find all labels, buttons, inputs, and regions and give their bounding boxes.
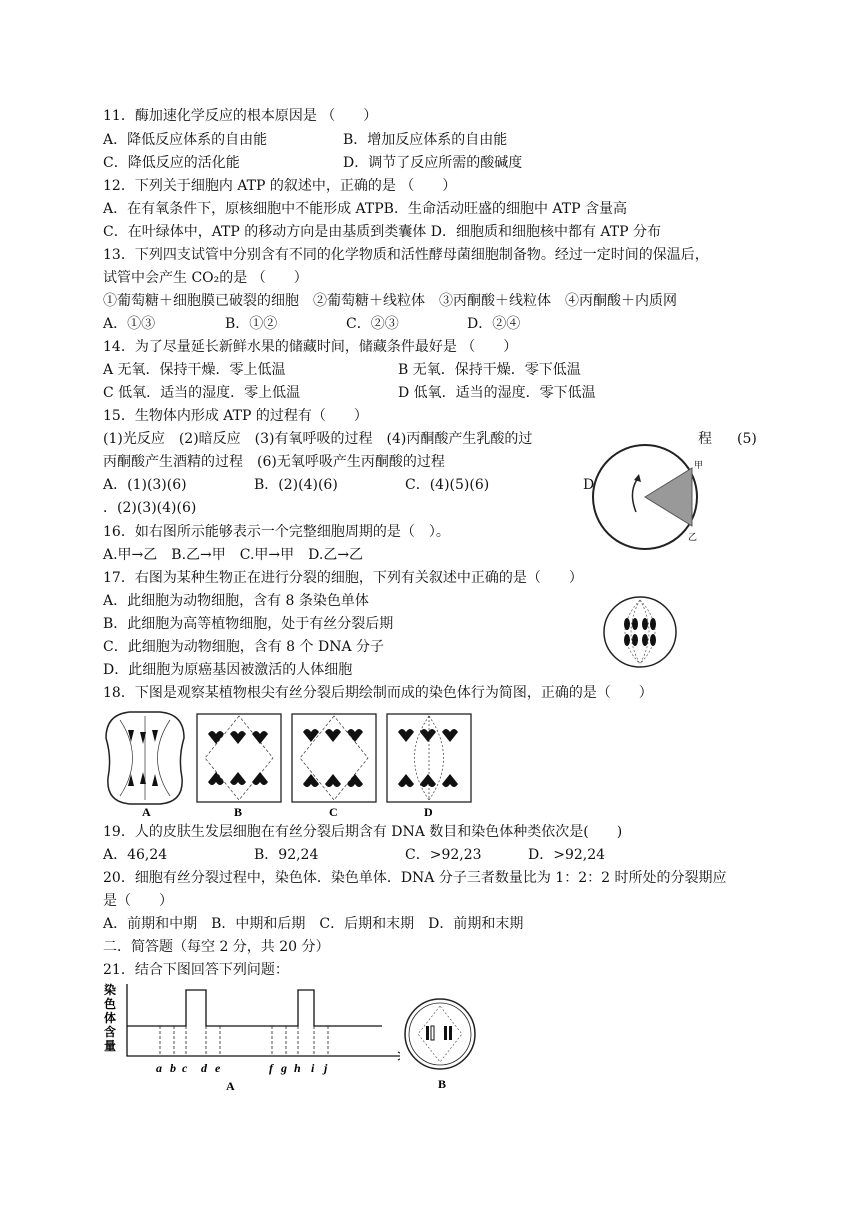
q19-option-c: C．>92,23 [405, 847, 482, 863]
section2-title: 二．简答题（每空 2 分，共 20 分） [103, 939, 330, 955]
svg-text:f: f [269, 1061, 273, 1075]
q14-option-a: A 无氧．保持干燥．零上低温 [103, 362, 286, 378]
q17-option-b: B．此细胞为高等植物细胞，处于有丝分裂后期 [103, 616, 394, 632]
figure-c-label: C [329, 805, 338, 819]
q17-option-c: C．此细胞为动物细胞，含有 8 个 DNA 分子 [103, 639, 385, 655]
q15-option-c: C．(4)(5)(6) [405, 477, 490, 493]
q13-items: ①葡萄糖＋细胞膜已破裂的细胞 ②葡萄糖＋线粒体 ③丙酮酸＋线粒体 ④丙酮酸＋内质网 [103, 293, 677, 309]
q17-stem: 17．右图为某种生物正在进行分裂的细胞，下列有关叙述中正确的是（ ） [103, 570, 583, 586]
svg-text:色: 色 [104, 997, 117, 1011]
cell-cycle-figure [590, 440, 705, 555]
figure-b-label: B [234, 805, 243, 819]
svg-text:e: e [215, 1061, 221, 1075]
svg-text:i: i [311, 1061, 315, 1075]
figure-d-label: D [424, 805, 433, 819]
q14-option-c: C 低氧．适当的湿度．零上低温 [103, 385, 301, 401]
q12-options-ab: A．在有氧条件下，原核细胞中不能形成 ATPB．生命活动旺盛的细胞中 ATP 含量高 [103, 201, 627, 217]
figure-b [197, 714, 281, 819]
svg-text:量: 量 [104, 1039, 117, 1053]
q12-options-cd: C．在叶绿体中，ATP 的移动方向是由基质到类囊体 D．细胞质和细胞核中都有 ATP 分布 [103, 224, 661, 240]
graph-ticks [156, 1061, 328, 1075]
q21-cell-figure [400, 996, 480, 1092]
q11-option-b: B．增加反应体系的自由能 [343, 132, 508, 148]
label-yi: 乙 [688, 532, 698, 542]
q11-option-a: A．降低反应体系的自由能 [103, 132, 268, 148]
q13-stem-line1: 13．下列四支试管中分别含有不同的化学物质和活性酵母菌细胞制备物。经过一定时间的保温后， [103, 247, 709, 263]
q21-cell-label: B [438, 1077, 447, 1091]
label-jia: 甲 [694, 460, 704, 470]
q19-stem: 19．人的皮肤生发层细胞在有丝分裂后期含有 DNA 数目和染色体种类依次是( ) [103, 824, 623, 840]
figure-a [106, 712, 184, 819]
svg-text:含: 含 [104, 1025, 117, 1039]
figure-a-label: A [142, 805, 151, 819]
q15-stem: 15．生物体内形成 ATP 的过程有（ ） [103, 408, 368, 424]
q20-stem-line1: 20．细胞有丝分裂过程中，染色体．染色单体．DNA 分子三者数量比为 1：2：2 时所处的分裂期应 [103, 870, 727, 886]
q13-option-a: A．①③ [103, 316, 156, 332]
figure-d [387, 714, 471, 819]
q15-line1-item5: (5) [737, 431, 757, 447]
q11-option-c: C．降低反应的活化能 [103, 155, 240, 171]
svg-text:体: 体 [104, 1011, 117, 1025]
anaphase-figures [100, 708, 480, 820]
svg-text:a: a [156, 1061, 162, 1075]
q16-options: A.甲→乙 B.乙→甲 C.甲→甲 D.乙→乙 [103, 547, 364, 563]
dividing-cell-figure [600, 594, 680, 670]
q15-option-d-continued: ．(2)(3)(4)(6) [103, 500, 197, 516]
q20-options: A．前期和中期 B．中期和后期 C．后期和末期 D．前期和末期 [103, 916, 524, 932]
graph-a-label: A [226, 1079, 235, 1092]
svg-text:j: j [324, 1061, 328, 1075]
q19-option-d: D．>92,24 [528, 847, 606, 863]
q21-stem: 21．结合下图回答下列问题： [103, 962, 289, 978]
q15-option-a: A．(1)(3)(6) [103, 477, 187, 493]
q16-stem: 16．如右图所示能够表示一个完整细胞周期的是（ ）。 [103, 524, 450, 540]
q15-line1-end: 程 [698, 431, 712, 447]
svg-text:h: h [294, 1061, 301, 1075]
svg-text:b: b [170, 1061, 176, 1075]
q11-stem: 11．酶加速化学反应的根本原因是 （ ） [103, 108, 378, 124]
q20-stem-line2: 是（ ） [103, 893, 173, 909]
svg-text:d: d [201, 1061, 207, 1075]
q13-option-d: D．②④ [467, 316, 521, 332]
q13-option-b: B．①② [225, 316, 278, 332]
chromosome-content-graph [100, 980, 400, 1092]
q15-option-d: D [583, 477, 595, 493]
q14-option-b: B 无氧．保持干燥．零下低温 [398, 362, 581, 378]
svg-text:c: c [182, 1061, 188, 1075]
q15-line2: 丙酮酸产生酒精的过程 (6)无氧呼吸产生丙酮酸的过程 [103, 454, 445, 470]
q13-stem-line2: 试管中会产生 CO₂的是 （ ） [103, 270, 308, 286]
q15-line1: (1)光反应 (2)暗反应 (3)有氧呼吸的过程 (4)丙酮酸产生乳酸的过 [103, 431, 533, 447]
graph-ylabel [103, 982, 116, 1053]
q19-option-a: A．46,24 [103, 847, 168, 863]
figure-c [292, 714, 376, 819]
q17-option-a: A．此细胞为动物细胞，含有 8 条染色单体 [103, 593, 369, 609]
q19-option-b: B．92,24 [254, 847, 319, 863]
q17-option-d: D．此细胞为原癌基因被激活的人体细胞 [103, 662, 353, 678]
q15-option-b: B．(2)(4)(6) [254, 477, 338, 493]
q13-option-c: C．②③ [346, 316, 399, 332]
q12-stem: 12．下列关于细胞内 ATP 的叙述中，正确的是 （ ） [103, 178, 457, 194]
q14-stem: 14．为了尽量延长新鲜水果的储藏时间，储藏条件最好是 （ ） [103, 339, 518, 355]
q11-option-d: D．调节了反应所需的酸碱度 [343, 155, 523, 171]
q14-option-d: D 低氧．适当的湿度．零下低温 [398, 385, 596, 401]
svg-text:染: 染 [104, 983, 117, 997]
q18-stem: 18．下图是观察某植物根尖有丝分裂后期绘制而成的染色体行为简图，正确的是（ ） [103, 685, 653, 701]
svg-text:g: g [281, 1061, 287, 1075]
